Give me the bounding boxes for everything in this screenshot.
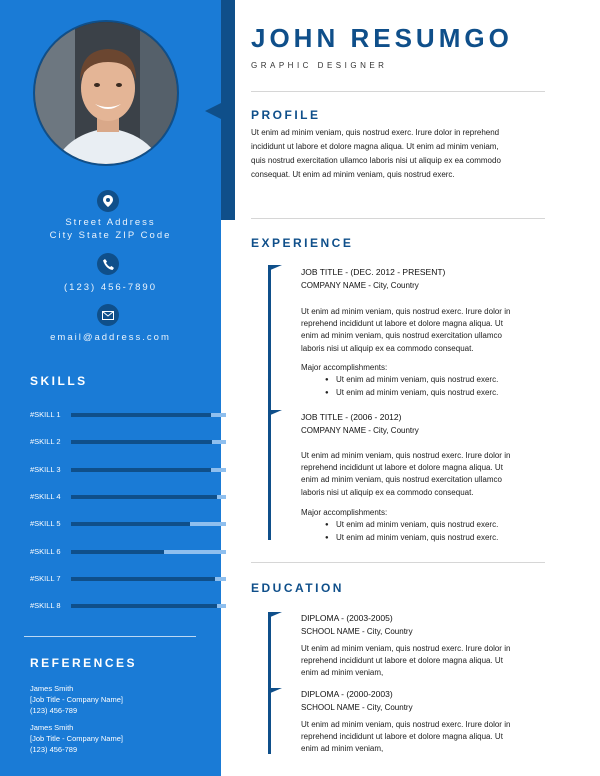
reference-title: [Job Title - Company Name] xyxy=(30,734,123,743)
accomplishment-bullet: ● Ut enim ad minim veniam, quis nostrud exerc. xyxy=(336,374,498,386)
profile-line: Ut enim ad minim veniam, quis nostrud exerc. Irure dolor in reprehend xyxy=(251,128,500,137)
photo-pointer xyxy=(205,103,221,119)
skill-bar-fill xyxy=(71,550,164,554)
skill-label: #SKILL 2 xyxy=(30,437,61,447)
skill-bar-fill xyxy=(71,440,212,444)
description-line: enim ad minim veniam, quis nostrud exercitation ullamco xyxy=(301,475,502,485)
sidebar-divider xyxy=(24,636,196,637)
skill-row xyxy=(30,518,196,530)
education-timeline xyxy=(268,612,271,754)
reference-name: James Smith xyxy=(30,723,74,732)
timeline-marker xyxy=(268,265,282,271)
candidate-role: GRAPHIC DESIGNER xyxy=(251,61,388,70)
divider xyxy=(251,91,545,92)
skill-label: #SKILL 6 xyxy=(30,546,61,556)
skill-bar xyxy=(71,604,226,608)
school-name: SCHOOL NAME - City, Country xyxy=(301,627,413,636)
skill-label: #SKILL 3 xyxy=(30,464,61,474)
skills-heading: SKILLS xyxy=(30,374,88,388)
email-address: email@address.com xyxy=(50,332,171,343)
location-pin-icon xyxy=(97,190,119,212)
description-line: reprehend incididunt ut labore et dolore magna aliqua. Ut xyxy=(301,463,503,473)
profile-photo xyxy=(33,20,179,166)
phone-icon xyxy=(97,253,119,275)
education-heading: EDUCATION xyxy=(251,581,344,595)
description-line: reprehend incididunt ut labore et dolore magna aliqua. Ut xyxy=(301,656,503,666)
job-description xyxy=(301,306,546,355)
job-description xyxy=(301,450,546,499)
description-line: enim ad minim veniam, quis nostrud exercitation ullamco xyxy=(301,331,502,341)
education-description xyxy=(301,719,546,756)
description-line: enim ad minim veniam, xyxy=(301,744,384,754)
skill-row xyxy=(30,464,196,476)
skill-bar-fill xyxy=(71,604,217,608)
skill-label: #SKILL 7 xyxy=(30,573,61,583)
skill-bar-fill xyxy=(71,495,217,499)
reference-phone: (123) 456-789 xyxy=(30,745,78,754)
reference-name: James Smith xyxy=(30,684,74,693)
skill-label: #SKILL 1 xyxy=(30,410,61,419)
description-line: reprehend incididunt ut labore et dolore magna aliqua. Ut xyxy=(301,732,503,742)
timeline-marker xyxy=(268,688,282,694)
accomplishment-bullet: ● Ut enim ad minim veniam, quis nostrud exerc. xyxy=(336,532,498,544)
job-title: JOB TITLE - (2006 - 2012) xyxy=(301,412,402,422)
skill-row xyxy=(30,409,196,421)
job-company: COMPANY NAME - City, Country xyxy=(301,426,419,435)
experience-heading: EXPERIENCE xyxy=(251,236,354,250)
reference-phone: (123) 456-789 xyxy=(30,706,78,715)
skill-bar xyxy=(71,495,226,499)
address-line-1: Street Address xyxy=(65,217,156,228)
accomplishments-label: Major accomplishments: xyxy=(301,363,388,372)
accomplishment-bullet: ● Ut enim ad minim veniam, quis nostrud exerc. xyxy=(336,519,498,531)
job-title: JOB TITLE - (DEC. 2012 - PRESENT) xyxy=(301,267,446,277)
profile-heading: PROFILE xyxy=(251,108,321,122)
skill-row xyxy=(30,436,196,448)
phone-number: (123) 456-7890 xyxy=(64,282,157,293)
skill-label: #SKILL 4 xyxy=(30,491,61,501)
description-line: Ut enim ad minim veniam, quis nostrud exerc. Irure dolor in xyxy=(301,307,511,316)
divider xyxy=(251,218,545,219)
skill-bar xyxy=(71,413,226,417)
skill-bar xyxy=(71,440,226,444)
accomplishments-label: Major accomplishments: xyxy=(301,508,388,517)
address-line-2: City State ZIP Code xyxy=(49,230,172,241)
description-line: Ut enim ad minim veniam, quis nostrud exerc. Irure dolor in xyxy=(301,720,511,729)
profile-line: incididunt ut labore et dolore magna aliqua. Ut enim ad minim veniam, xyxy=(251,142,499,151)
timeline-marker xyxy=(268,612,282,618)
reference-item xyxy=(30,683,123,716)
skill-bar xyxy=(71,577,226,581)
references-heading: REFERENCES xyxy=(30,656,138,670)
skill-label: #SKILL 8 xyxy=(30,601,61,611)
accomplishment-bullet: ● Ut enim ad minim veniam, quis nostrud exerc. xyxy=(336,387,498,399)
skill-bar-fill xyxy=(71,413,211,417)
skill-bar xyxy=(71,468,226,472)
diploma-title: DIPLOMA - (2000-2003) xyxy=(301,689,393,699)
skill-label: #SKILL 5 xyxy=(30,519,61,529)
skill-bar xyxy=(71,522,226,526)
job-company: COMPANY NAME - City, Country xyxy=(301,281,419,290)
sidebar-accent-strip xyxy=(221,0,235,220)
skill-row xyxy=(30,600,196,612)
skill-row xyxy=(30,491,196,503)
reference-title: [Job Title - Company Name] xyxy=(30,695,123,704)
school-name: SCHOOL NAME - City, Country xyxy=(301,703,413,712)
education-description xyxy=(301,643,546,680)
skill-bar-fill xyxy=(71,577,215,581)
description-line: laboris nisi ut aliquip ex ea commodo consequat. xyxy=(301,343,474,353)
skill-row xyxy=(30,546,196,558)
skill-bar xyxy=(71,550,226,554)
reference-item xyxy=(30,722,123,755)
description-line: Ut enim ad minim veniam, quis nostrud exerc. Irure dolor in xyxy=(301,451,511,460)
profile-line: quis nostrud exercitation ullamco laboris nisi ut aliquip ex ea commodo xyxy=(251,156,501,165)
description-line: Ut enim ad minim veniam, quis nostrud exerc. Irure dolor in xyxy=(301,644,511,653)
email-icon xyxy=(97,304,119,326)
skill-row xyxy=(30,573,196,585)
profile-text xyxy=(251,126,551,182)
profile-line: consequat. Ut enim ad minim veniam, quis nostrud exerc. xyxy=(251,170,455,179)
experience-timeline xyxy=(268,265,271,540)
description-line: enim ad minim veniam, xyxy=(301,668,384,678)
candidate-name: JOHN RESUMGO xyxy=(251,23,513,53)
skill-bar-fill xyxy=(71,468,211,472)
diploma-title: DIPLOMA - (2003-2005) xyxy=(301,613,393,623)
timeline-marker xyxy=(268,410,282,416)
divider xyxy=(251,562,545,563)
description-line: laboris nisi ut aliquip ex ea commodo consequat. xyxy=(301,487,474,497)
description-line: reprehend incididunt ut labore et dolore magna aliqua. Ut xyxy=(301,319,503,329)
skill-bar-fill xyxy=(71,522,190,526)
